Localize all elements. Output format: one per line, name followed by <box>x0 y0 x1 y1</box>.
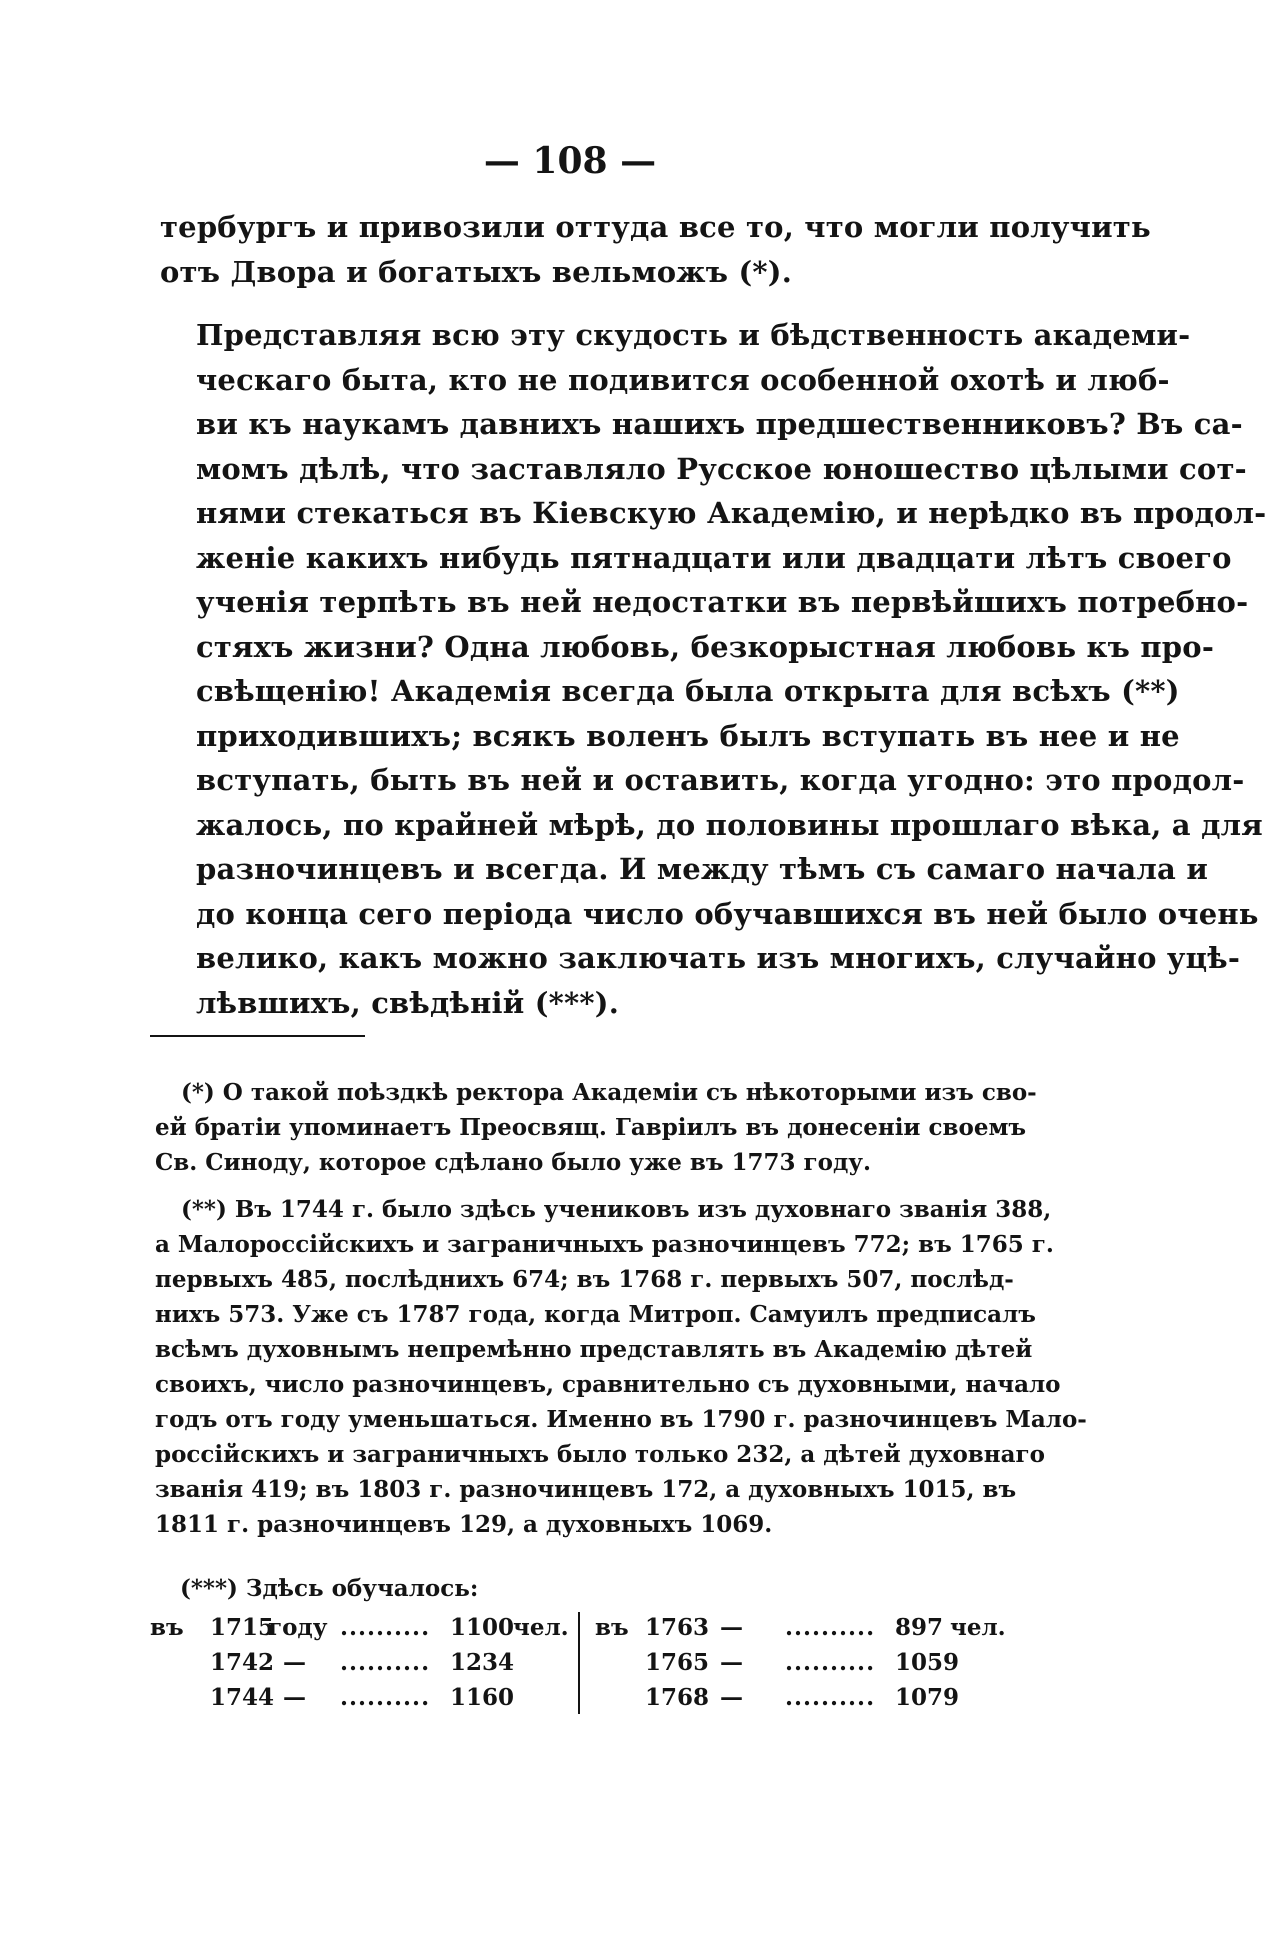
row-leader: .......... <box>340 1614 431 1641</box>
main-text <box>160 205 1266 1025</box>
row-dash: — <box>720 1614 743 1641</box>
continued-paragraph <box>160 205 1151 294</box>
column-divider <box>578 1612 580 1714</box>
text-line: Представляя всю эту скудость и бѣдственность академи- <box>196 318 1191 352</box>
row-leader: .......... <box>340 1684 431 1711</box>
stats-row <box>150 1680 570 1715</box>
text-line: ви къ наукамъ давнихъ нашихъ предшественниковъ? Въ са- <box>196 407 1243 441</box>
stats-row <box>150 1645 570 1680</box>
row-count: 1234 <box>450 1649 515 1676</box>
text-line: свѣщенію! Академія всегда была открыта для всѣхъ (**) <box>196 674 1180 708</box>
row-count: 1079 <box>895 1684 960 1711</box>
footnote-line: всѣмъ духовнымъ непремѣнно представлять въ Академію дѣтей <box>155 1336 1033 1363</box>
row-prefix: въ <box>595 1614 629 1641</box>
text-line: до конца сего періода число обучавшихся въ ней было очень <box>196 896 1259 931</box>
row-year: 1768 <box>645 1684 710 1711</box>
row-year: 1742 <box>210 1649 275 1676</box>
row-suffix: чел. <box>950 1614 1006 1641</box>
text-line: ческаго быта, кто не подивится особенной охотѣ и люб- <box>196 362 1170 397</box>
row-year: 1763 <box>645 1614 710 1641</box>
row-leader: .......... <box>340 1649 431 1676</box>
row-leader: .......... <box>785 1649 876 1676</box>
footnote-line: своихъ, число разночинцевъ, сравнительно съ духовными, начало <box>155 1371 1061 1398</box>
text-line: жалось, по крайней мѣрѣ, до половины прошлаго вѣка, а для <box>196 807 1263 842</box>
footnote-line: Св. Синоду, которое сдѣлано было уже въ 1773 году. <box>155 1149 872 1176</box>
row-suffix: чел. <box>513 1614 569 1641</box>
footnote-line: россійскихъ и заграничныхъ было только 232, а дѣтей духовнаго <box>155 1441 1045 1468</box>
row-count: 1160 <box>450 1684 515 1711</box>
stats-row <box>595 1610 1010 1645</box>
footnote-line: (**) Въ 1744 г. было здѣсь учениковъ изъ духовнаго званія 388, <box>181 1196 1052 1223</box>
row-prefix: въ <box>150 1614 184 1641</box>
row-unit: году <box>268 1614 328 1641</box>
text-line: женіе какихъ нибудь пятнадцати или двадцати лѣтъ своего <box>196 540 1232 575</box>
footnote-line: ей братіи упоминаетъ Преосвящ. Гавріилъ въ донесеніи своемъ <box>155 1114 1027 1141</box>
row-count: 1059 <box>895 1649 960 1676</box>
row-count: 1100 <box>450 1614 515 1641</box>
text-line: нями стекаться въ Кіевскую Академію, и нерѣдко въ продол- <box>196 496 1266 530</box>
footnote-line: первыхъ 485, послѣднихъ 674; въ 1768 г. первыхъ 507, послѣд- <box>155 1266 1014 1293</box>
row-dash: — <box>283 1649 306 1676</box>
footnotes <box>155 1075 1087 1554</box>
row-year: 1715 <box>210 1614 275 1641</box>
row-dash: — <box>283 1684 306 1711</box>
text-line: велико, какъ можно заключать изъ многихъ, случайно уцѣ- <box>196 941 1241 975</box>
row-dash: — <box>720 1649 743 1676</box>
footnote-line: (*) О такой поѣздкѣ ректора Академіи съ нѣкоторыми изъ сво- <box>181 1079 1037 1106</box>
row-leader: .......... <box>785 1684 876 1711</box>
stats-row <box>595 1645 1010 1680</box>
text-line: тербургъ и привозили оттуда все то, что могли получить <box>160 210 1151 244</box>
footnote-2 <box>155 1192 1087 1542</box>
stats-column-left <box>150 1610 570 1715</box>
footnote-line: нихъ 573. Уже съ 1787 года, когда Митроп. Самуилъ предписалъ <box>155 1301 1036 1328</box>
text-line: момъ дѣлѣ, что заставляло Русское юношество цѣлыми сот- <box>196 451 1247 486</box>
stats-row <box>595 1680 1010 1715</box>
row-dash: — <box>720 1684 743 1711</box>
footnote-line: званія 419; въ 1803 г. разночинцевъ 172, а духовныхъ 1015, въ <box>155 1476 1017 1503</box>
page-number: — 108 — <box>483 140 657 182</box>
text-line: ученія терпѣть въ ней недостатки въ первѣйшихъ потребно- <box>196 585 1249 619</box>
stats-intro: (***) Здѣсь обучалось: <box>180 1575 479 1602</box>
text-line: вступать, быть въ ней и оставить, когда угодно: это продол- <box>196 763 1245 797</box>
row-count: 897 <box>895 1614 944 1641</box>
text-line: приходившихъ; всякъ воленъ былъ вступать въ нее и не <box>196 718 1180 753</box>
body-paragraph <box>160 313 1266 1025</box>
text-line: лѣвшихъ, свѣдѣній (***). <box>196 985 619 1020</box>
stats-row <box>150 1610 570 1645</box>
footnote-line: а Малороссійскихъ и заграничныхъ разночинцевъ 772; въ 1765 г. <box>155 1231 1054 1258</box>
text-line: отъ Двора и богатыхъ вельможъ (*). <box>160 254 793 289</box>
row-year: 1744 <box>210 1684 275 1711</box>
stats-column-right <box>595 1610 1010 1715</box>
text-line: стяхъ жизни? Одна любовь, безкорыстная любовь къ про- <box>196 629 1215 664</box>
text-line: разночинцевъ и всегда. И между тѣмъ съ самаго начала и <box>196 852 1209 886</box>
footnote-separator <box>150 1035 365 1037</box>
footnote-line: годъ отъ году уменьшаться. Именно въ 1790 г. разночинцевъ Мало- <box>155 1406 1087 1433</box>
footnote-1 <box>155 1075 1037 1180</box>
row-year: 1765 <box>645 1649 710 1676</box>
row-leader: .......... <box>785 1614 876 1641</box>
footnote-line: 1811 г. разночинцевъ 129, а духовныхъ 1069. <box>155 1511 773 1538</box>
